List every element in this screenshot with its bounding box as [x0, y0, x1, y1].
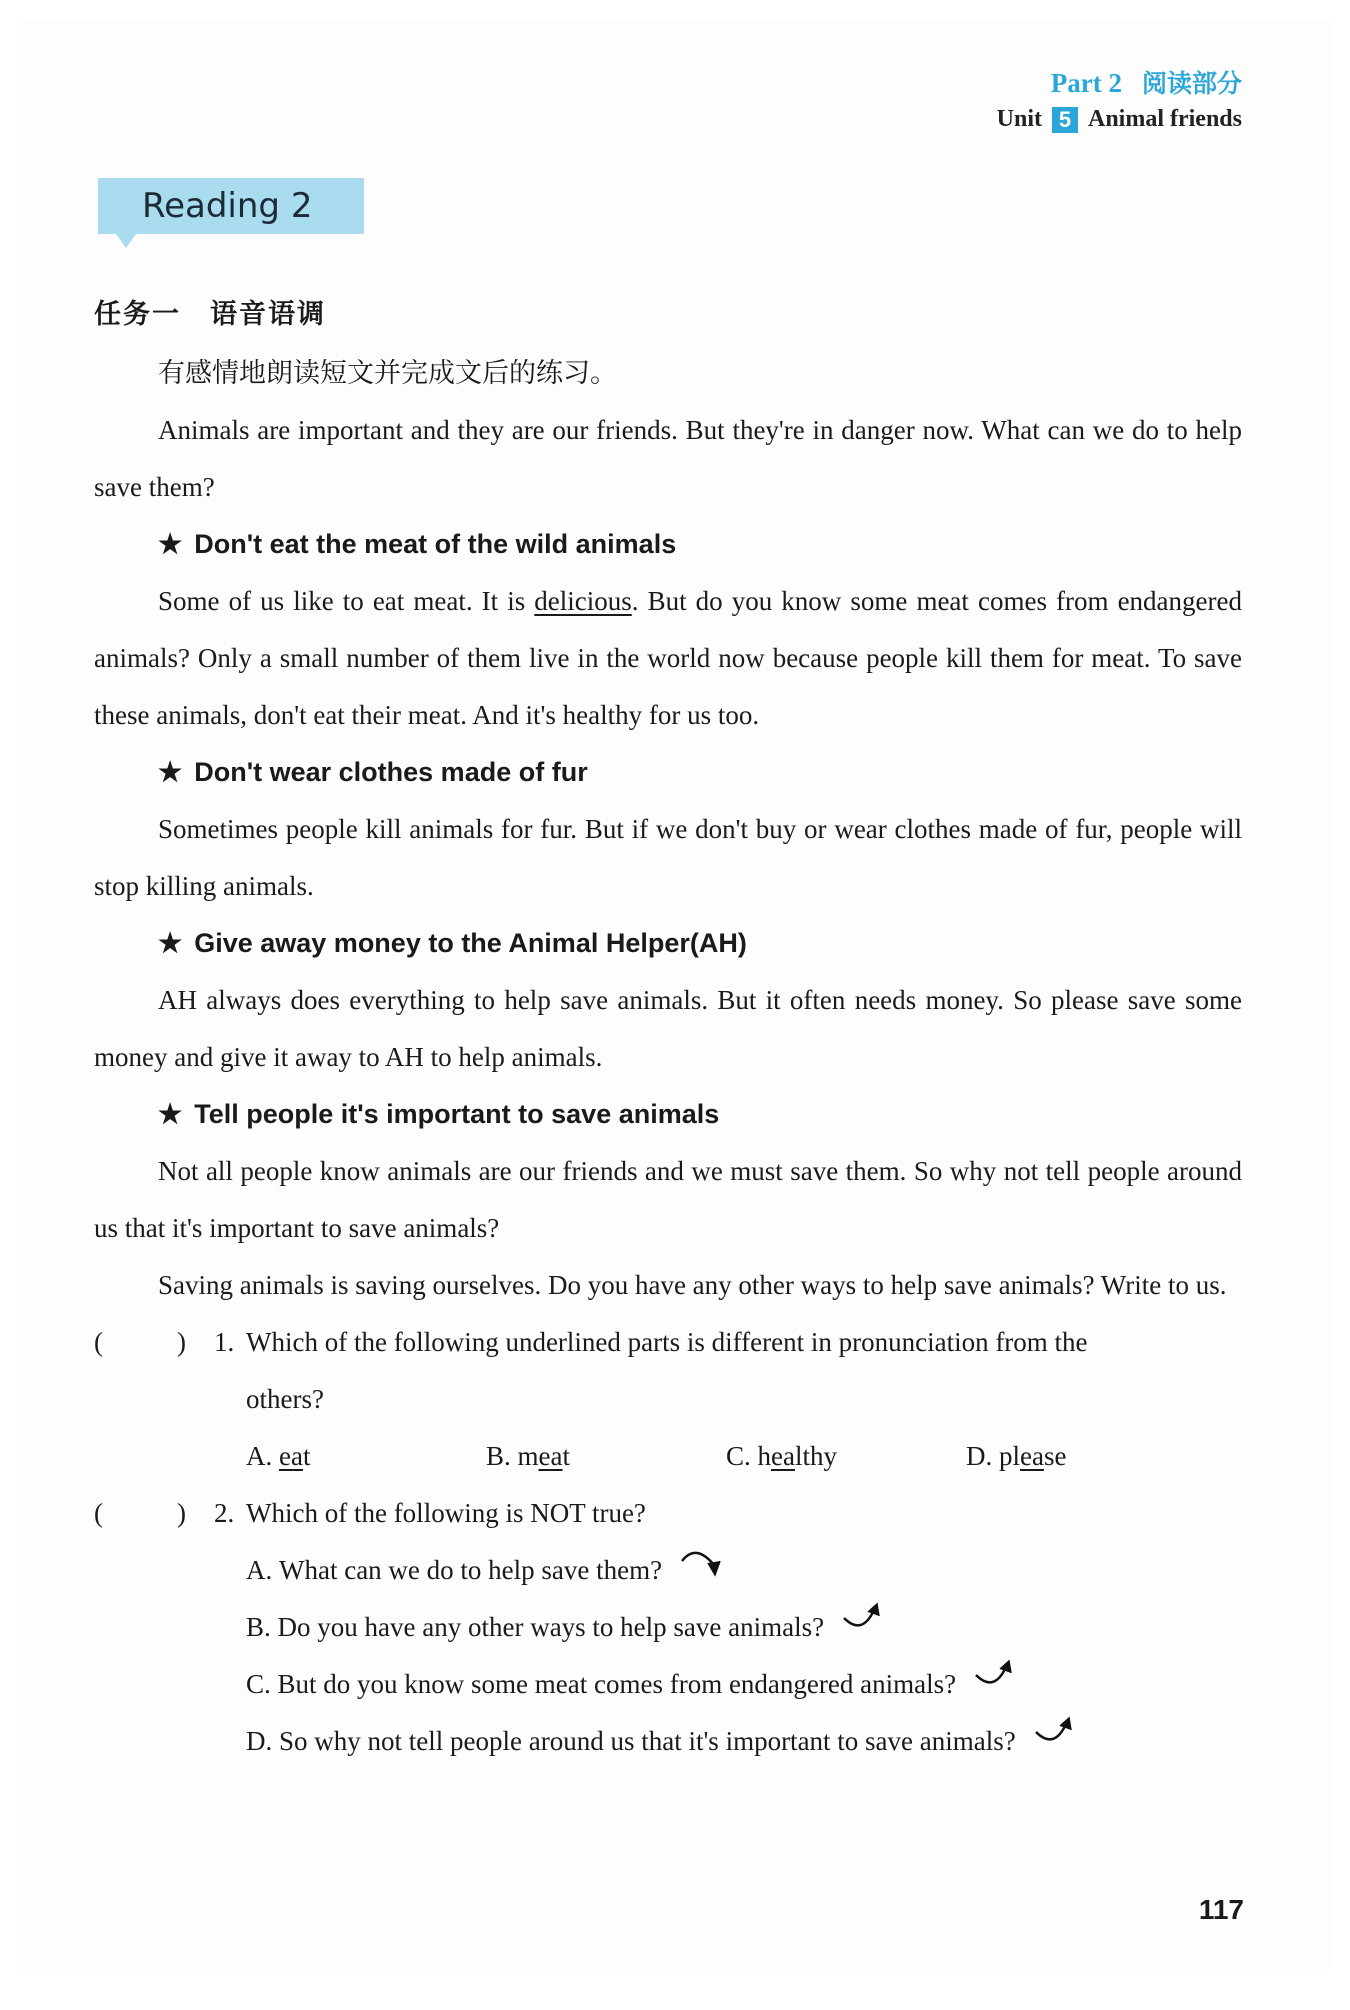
section-heading	[94, 1086, 1242, 1143]
section-tag: Reading 2	[98, 178, 364, 234]
option-text: m	[517, 1441, 539, 1471]
option-letter: D.	[966, 1441, 993, 1471]
option-letter: B.	[486, 1441, 511, 1471]
underlined-part: ea	[1020, 1441, 1044, 1471]
question-number: 1.	[214, 1327, 235, 1357]
section-heading-text: Don't wear clothes made of fur	[194, 757, 588, 787]
option-letter: A.	[246, 1441, 273, 1471]
option-text: t	[562, 1441, 571, 1471]
option-text: se	[1043, 1441, 1067, 1471]
option-b[interactable]	[94, 1599, 1242, 1656]
question-number: 2.	[214, 1498, 235, 1528]
underlined-part: ea	[279, 1441, 303, 1471]
unit-word: Unit	[996, 106, 1042, 132]
instruction: 有感情地朗读短文并完成文后的练习。	[158, 358, 617, 389]
option-text: So why not tell people around us that it's important to save animals?	[279, 1726, 1016, 1756]
question-text: Which of the following underlined parts is different in pronunciation from the	[246, 1327, 1088, 1357]
question-text: Which of the following is NOT true?	[246, 1498, 646, 1528]
underlined-word: delicious	[534, 586, 632, 616]
answer-blank[interactable]	[94, 1314, 214, 1371]
main-content	[94, 345, 1242, 1770]
body-text: Some of us like to eat meat. It is	[158, 586, 535, 616]
option-text: lthy	[794, 1441, 837, 1471]
option-b[interactable]	[486, 1428, 726, 1485]
rising-intonation-icon	[840, 1599, 886, 1656]
option-letter: C.	[246, 1669, 271, 1699]
passage-closing: Saving animals is saving ourselves. Do you have any other ways to help save animals? Write to us.	[158, 1270, 1227, 1300]
question-2	[94, 1485, 1242, 1542]
paren-right: )	[177, 1498, 186, 1528]
textbook-page	[20, 20, 1330, 1970]
option-text: What can we do to help save them?	[279, 1555, 663, 1585]
star-icon: ★	[158, 928, 183, 958]
unit-number-badge: 5	[1052, 107, 1078, 133]
unit-title: Animal friends	[1087, 106, 1242, 132]
option-a[interactable]	[246, 1428, 486, 1485]
body-text: . But do you know some meat comes from endangered animals? Only a small number of them live in the world now because people kill them for meat. To save these animals, don't eat their meat. And it's healthy for us too.	[94, 586, 1243, 730]
section-heading	[94, 516, 1242, 573]
star-icon: ★	[158, 757, 183, 787]
part-label: Part 2	[1050, 68, 1122, 98]
option-text: But do you know some meat comes from endangered animals?	[277, 1669, 957, 1699]
task-title: 任务一 语音语调	[94, 299, 326, 330]
star-icon: ★	[158, 1099, 183, 1129]
section-body: Not all people know animals are our friends and we must save them. So why not tell people around us that it's important to save animals?	[94, 1156, 1242, 1243]
passage-intro: Animals are important and they are our friends. But they're in danger now. What can we do to help save them?	[94, 415, 1242, 502]
option-d[interactable]	[966, 1428, 1206, 1485]
section-heading-text: Give away money to the Animal Helper(AH)	[194, 928, 747, 958]
underlined-part: ea	[771, 1441, 795, 1471]
option-letter: A.	[246, 1555, 273, 1585]
rising-intonation-icon	[1032, 1713, 1078, 1770]
option-a[interactable]	[94, 1542, 1242, 1599]
paren-left: (	[94, 1327, 103, 1357]
question-1	[94, 1314, 1242, 1371]
section-body: Sometimes people kill animals for fur. But if we don't buy or wear clothes made of fur, people will stop killing animals.	[94, 814, 1242, 901]
section-body	[94, 573, 1242, 744]
option-letter: C.	[726, 1441, 751, 1471]
question-1-options	[94, 1428, 1242, 1485]
question-text-cont: others?	[246, 1384, 324, 1414]
rising-intonation-icon	[972, 1656, 1018, 1713]
option-letter: B.	[246, 1612, 271, 1642]
paren-left: (	[94, 1498, 103, 1528]
option-text: h	[757, 1441, 772, 1471]
option-d[interactable]	[94, 1713, 1242, 1770]
star-icon: ★	[158, 529, 183, 559]
paren-right: )	[177, 1327, 186, 1357]
header-part	[1051, 64, 1242, 100]
section-body: AH always does everything to help save animals. But it often needs money. So please save some money and give it away to AH to help animals.	[94, 985, 1242, 1072]
section-heading	[94, 744, 1242, 801]
option-text: pl	[999, 1441, 1021, 1471]
option-letter: D.	[246, 1726, 273, 1756]
option-c[interactable]	[94, 1656, 1242, 1713]
section-heading	[94, 915, 1242, 972]
option-text: Do you have any other ways to help save animals?	[277, 1612, 825, 1642]
falling-intonation-icon	[678, 1542, 724, 1599]
part-cn-label: 阅读部分	[1141, 69, 1242, 98]
section-heading-text: Tell people it's important to save animals	[194, 1099, 720, 1129]
answer-blank[interactable]	[94, 1485, 214, 1542]
page-number: 117	[1198, 1894, 1244, 1925]
underlined-part: ea	[538, 1441, 563, 1471]
option-text: t	[302, 1441, 311, 1471]
header-unit	[997, 106, 1242, 133]
option-c[interactable]	[726, 1428, 966, 1485]
section-heading-text: Don't eat the meat of the wild animals	[194, 529, 677, 559]
